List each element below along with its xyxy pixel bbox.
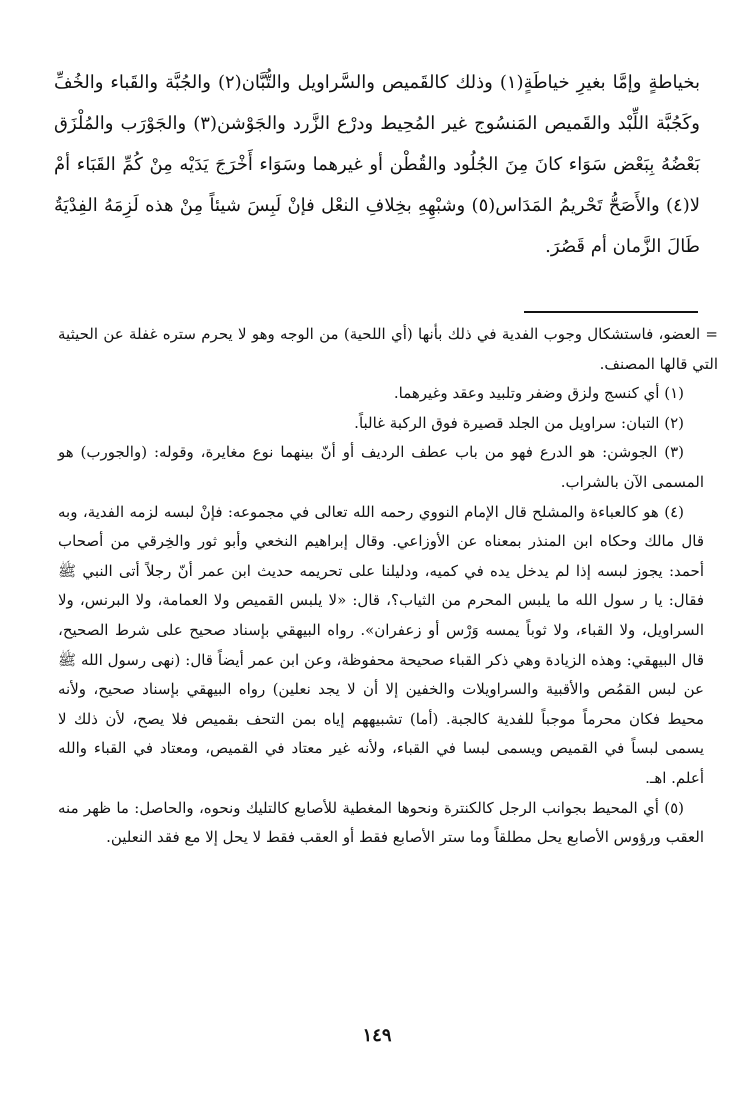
- main-paragraph: بخياطةٍ وإمَّا بغيرِ خياطَةٍ(١) وذلك كالقَميص والسَّراويل والتُّبَّان(٢) والجُبَّة والقَباء والخُفِّ وكَجُبَّة اللِّبْد والقَميص المَنسُوج غير المُحِيط ودرْع الزَّرد والجَوْشن(٣) والجَوْرَب والمُلْزَق بَعْضُهُ بِبَعْض سَوَاء كانَ مِنَ الجُلُود والقُطْن أو غيرهما وسَوَاء أَخْرَجَ يَدَيْه مِنْ كُمِّ القَبَاء أمْ لا(٤) والأَصَحُّ تَحْريمُ المَدَاس(٥) وشبْهِهِ بخِلافِ النعْل فإنْ لَبِسَ شيئاً مِنْ هذه لَزِمَهُ الفِدْيَةُ طَالَ الزَّمان أم قَصُرَ.: [54, 72, 700, 257]
- footnote-3: (٣) الجوشن: هو الدرع فهو من باب عطف الرديف أو أنّ بينهما نوع مغايرة، وقوله: (والجورب) هو المسمى الآن بالشراب.: [58, 443, 704, 491]
- footnote-continuation: = العضو، فاستشكال وجوب الفدية في ذلك بأنها (أي اللحية) من الوجه وهو لا يحرم ستره غفلة عن الحيثية التي قالها المصنف.: [58, 325, 718, 373]
- footnote-2: (٢) التبان: سراويل من الجلد قصيرة فوق الركبة غالباً.: [354, 413, 684, 432]
- main-text: [54, 62, 700, 267]
- footnote-4: (٤) هو كالعباءة والمشلح قال الإمام النووي رحمه الله تعالى في مجموعه: فإنْ لبسه لزمه الفدية، وبه قال مالك وحكاه ابن المنذر بمعناه عن الأوزاعي. وقال إبراهيم النخعي وأبو ثور والخِرقي من أصحاب أحمد: يجوز لبسه إذا لم يدخل يده في كميه، ودليلنا على تحريمه حديث ابن عمر أنّ رجلاً أتى النبي ﷺ فقال: يا ر سول الله ما يلبس المحرم من الثياب؟، قال: «لا يلبس القميص ولا العمامة، ولا البرنس، ولا السراويل، ولا القباء، ولا ثوباً يمسه وَرْس أو زعفران». رواه البيهقي بإسناد صحيح على شرط الصحيح، قال البيهقي: وهذه الزيادة وهي ذكر القباء صحيحة محفوظة، وعن ابن عمر أيضاً قال: (نهى رسول الله ﷺ عن لبس القمُص والأقبية والسراويلات والخفين إلا أن لا يجد نعلين) رواه البيهقي بإسناد صحيح، ولأنه محيط فكان محرماً موجباً للفدية كالجبة. (أما) تشبيههم إياه بمن التحف بقميص فلا يصح، لأن ذلك لا يسمى لبساً في القميص ويسمى لبسا في القباء، ولأنه غير معتاد في القميص، ومعتاد في القباء والله أعلم. اهـ.: [58, 502, 704, 787]
- page-number: ١٤٩: [362, 1025, 392, 1046]
- footnote-separator: [524, 311, 698, 313]
- footnotes: [58, 320, 718, 853]
- footnote-1: (١) أي كنسج ولزق وضفر وتلبيد وعقد وغيرهما.: [393, 384, 684, 403]
- footnote-5: (٥) أي المحيط بجوانب الرجل كالكنترة ونحوها المغطية للأصابع كالتليك ونحوه، والحاصل: ما ظهر منه العقب ورؤوس الأصابع يحل مطلقاً وما ستر الأصابع فقط أو العقب فقط لا يحل إلا مع فقد النعلين.: [58, 798, 704, 847]
